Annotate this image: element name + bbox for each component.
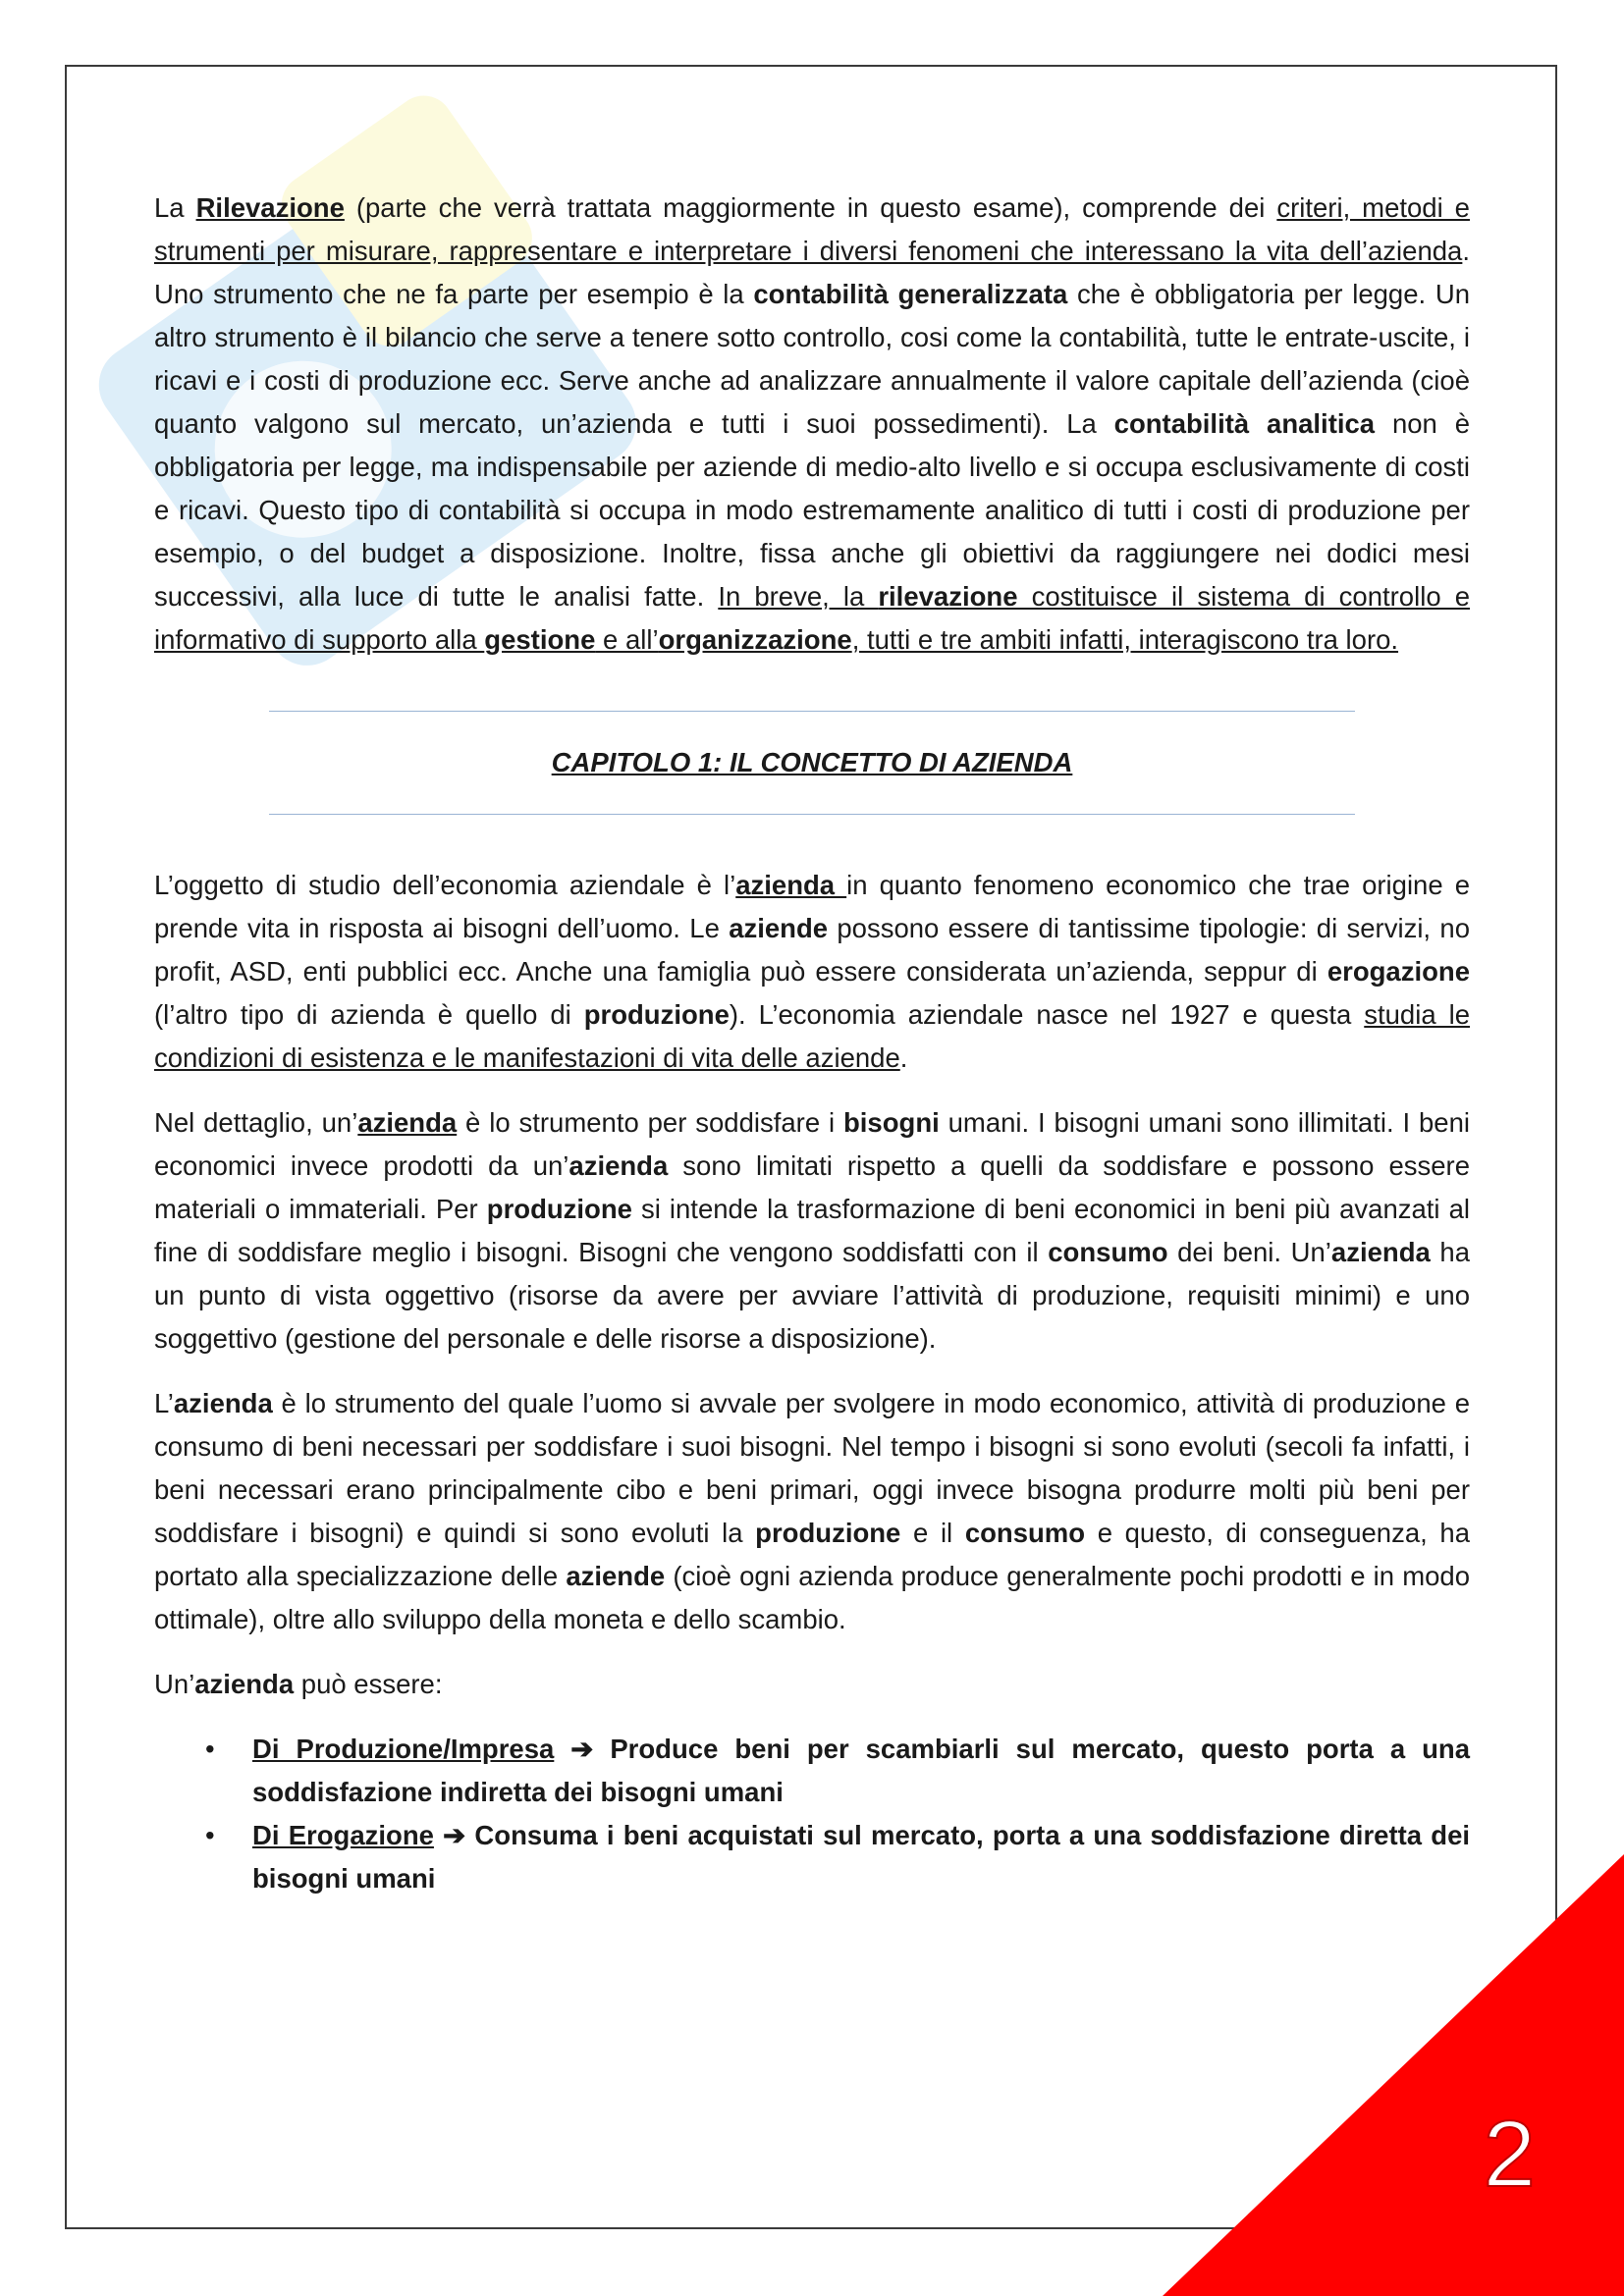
arrow-right-icon: ➔ [554, 1734, 611, 1764]
paragraph-rilevazione: La Rilevazione (parte che verrà trattata maggiormente in questo esame), comprende dei criteri, metodi e strumenti per misurare, rappresentare e interpretare i diversi fenomeni che interessano la vita dell’azienda. Uno strumento che ne fa parte per esempio è la contabilità generalizzata che è obbligatoria per legge. Un altro strumento è il bilancio che serve a tenere sotto controllo, cosi come la contabilità, tutte le entrate-uscite, i ricavi e i costi di produzione ecc. Serve anche ad analizzare annualmente il valore capitale dell’azienda (cioè quanto valgono sul mercato, un’azienda e tutti i suoi possedimenti). La contabilità analitica non è obbligatoria per legge, ma indispensabile per aziende di medio-alto livello e si occupa esclusivamente di costi e ricavi. Questo tipo di contabilità si occupa in modo estremamente analitico di tutti i costi di produzione per esempio, o del budget a disposizione. Inoltre, fissa anche gli obiettivi da raggiungere nei dodici mesi successivi, alla luce di tutte le analisi fatte. In breve, la rilevazione costituisce il sistema di controllo e informativo di supporto alla gestione e all’organizzazione, tutti e tre ambiti infatti, interagiscono tra loro. [154, 192, 1470, 655]
chapter-title: CAPITOLO 1: IL CONCETTO DI AZIENDA [551, 747, 1073, 777]
list-item-term: Di Produzione/Impresa [252, 1734, 555, 1764]
divider-bottom [269, 814, 1355, 815]
chapter-heading-block [154, 711, 1470, 815]
bullet-icon: • [205, 1734, 215, 1764]
list-item-description: Produce beni per scambiarli sul mercato, questo porta a una soddisfazione indiretta dei bisogni umani [252, 1734, 1471, 1807]
paragraph-oggetto: L’oggetto di studio dell’economia aziendale è l’azienda in quanto fenomeno economico che trae origine e prende vita in risposta ai bisogni dell’uomo. Le aziende possono essere di tantissime tipologie: di servizi, no profit, ASD, enti pubblici ecc. Anche una famiglia può essere considerata un’azienda, seppur di erogazione (l’altro tipo di azienda è quello di produzione). L’economia aziendale nasce nel 1927 e questa studia le condizioni di esistenza e le manifestazioni di vita delle aziende. [154, 870, 1470, 1073]
page-content [154, 187, 1470, 1900]
bullet-icon: • [205, 1820, 215, 1850]
divider-top [269, 711, 1355, 712]
term-rilevazione: Rilevazione [195, 192, 345, 223]
list-item [154, 1728, 1470, 1814]
list-item-term: Di Erogazione [252, 1820, 434, 1850]
arrow-right-icon: ➔ [433, 1820, 475, 1850]
paragraph-puo-essere: Un’azienda può essere: [154, 1669, 443, 1699]
page-number: 2 [1483, 2102, 1536, 2207]
paragraph-dettaglio: Nel dettaglio, un’azienda è lo strumento per soddisfare i bisogni umani. I bisogni umani sono illimitati. I beni economici invece prodotti da un’azienda sono limitati rispetto a quelli da soddisfare e possono essere materiali o immateriali. Per produzione si intende la trasformazione di beni economici in beni più avanzati al fine di soddisfare meglio i bisogni. Bisogni che vengono soddisfatti con il consumo dei beni. Un’azienda ha un punto di vista oggettivo (risorse da avere per avviare l’attività di produzione, requisiti minimi) e uno soggettivo (gestione del personale e delle risorse a disposizione). [154, 1107, 1471, 1354]
corner-triangle [1163, 1854, 1624, 2296]
paragraph-strumento: L’azienda è lo strumento del quale l’uomo si avvale per svolgere in modo economico, attività di produzione e consumo di beni necessari per soddisfare i suoi bisogni. Nel tempo i bisogni si sono evoluti (secoli fa infatti, i beni necessari erano principalmente cibo e beni primari, oggi invece bisogna produrre molti più beni per soddisfare i bisogni) e quindi si sono evoluti la produzione e il consumo e questo, di conseguenza, ha portato alla specializzazione delle aziende (cioè ogni azienda produce generalmente pochi prodotti e in modo ottimale), oltre allo sviluppo della moneta e dello scambio. [154, 1388, 1471, 1634]
list-item-description: Consuma i beni acquistati sul mercato, porta a una soddisfazione diretta dei bisogni umani [252, 1820, 1471, 1894]
